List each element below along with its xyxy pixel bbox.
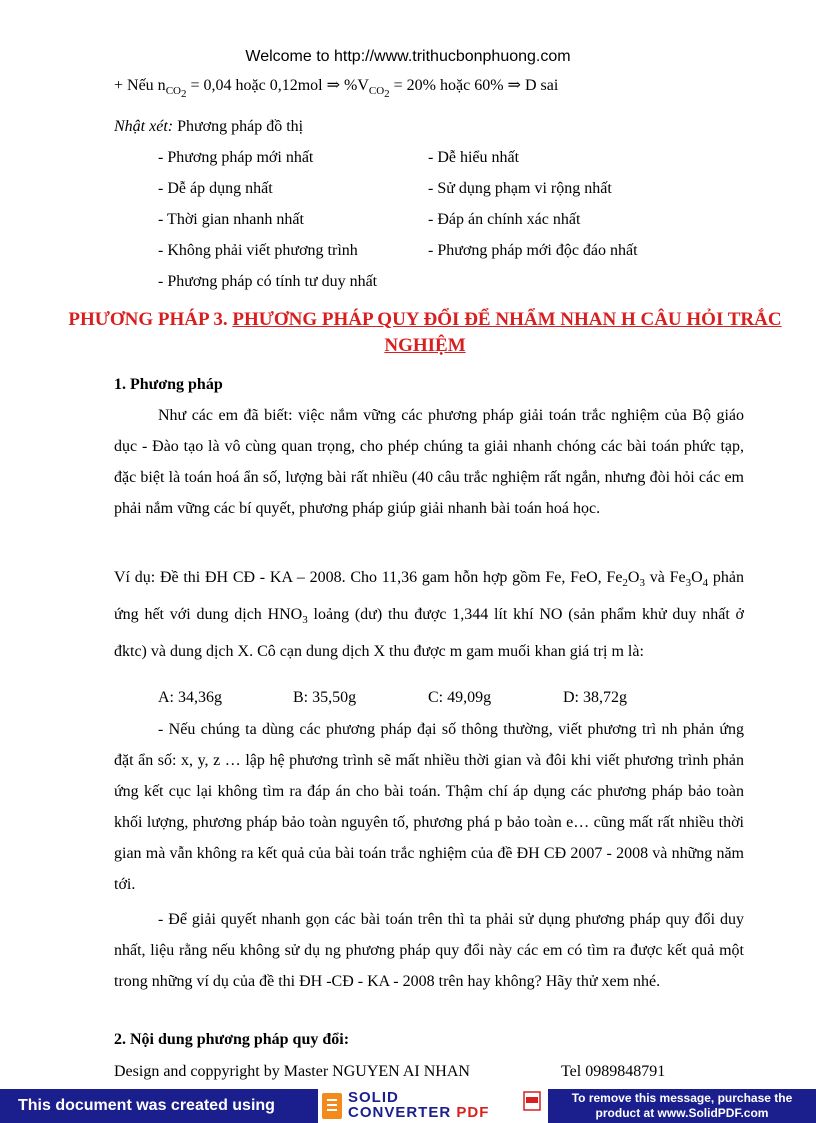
formula-mid: = 0,04 hoặc 0,12mol ⇒ %V (186, 77, 369, 94)
example-text: O (627, 569, 640, 586)
converter-banner (0, 1089, 816, 1123)
formula-sub: 2 (180, 88, 187, 101)
banner-right-text (548, 1089, 816, 1123)
title-underlined: PHƯƠNG PHÁP QUY ĐỔI ĐỂ NHẨM NHAN H CÂU HỎI TRẮC NGHIỆM (232, 309, 782, 356)
answer-b: B: 35,50g (293, 689, 357, 706)
logo-pdf: PDF (456, 1104, 490, 1121)
banner-right-prefix: product at (595, 1106, 658, 1120)
bullet-right-1: - Dễ hiểu nhất (428, 149, 520, 166)
answer-c: C: 49,09g (428, 689, 492, 706)
example-paragraph (114, 562, 744, 667)
logo-top: SOLID (348, 1089, 399, 1106)
answer-d: D: 38,72g (563, 689, 627, 706)
remark-line (114, 117, 303, 137)
solid-logo-icon (320, 1091, 346, 1121)
footer-tel: Tel 0989848791 (561, 1063, 666, 1080)
logo-bottom: CONVERTER (348, 1104, 452, 1121)
remark-text: Phương pháp đồ thị (173, 118, 304, 135)
example-text: O (691, 569, 703, 586)
formula-line (114, 76, 558, 104)
formula-prefix: + Nếu n (114, 77, 166, 94)
formula-sub: 2 (384, 88, 390, 101)
logo-wordmark (348, 1090, 489, 1120)
example-sub: 4 (702, 577, 709, 590)
bullet-right-2: - Sử dụng phạm vi rộng nhất (428, 180, 612, 197)
paragraph-algebra: - Nếu chúng ta dùng các phương pháp đại số thông thường, viết phương trì nh phản ứng đặt ẩn số: x, y, z … lập hệ phương trình sẽ mất nhiều thời gian và đôi khi viết phương trình phản ứng kết cục lại không tìm ra đáp án cho bài toán. Thậm chí áp dụng các phương pháp bảo toàn khối lượng, phương pháp bảo toàn nguyên tố, phương phá p bảo toàn e… cũng mất rất nhiều thời gian mà vẫn không ra kết quả của bài toán trắc nghiệm của đề ĐH CĐ 2007 - 2008 và những năm tới. (114, 721, 744, 893)
formula-sub: CO (368, 85, 385, 98)
bullet-left-3: - Thời gian nhanh nhất (158, 211, 304, 228)
section2-heading: 2. Nội dung phương pháp quy đổi: (114, 1031, 350, 1048)
page-header: Welcome to http://www.trithucbonphuong.com (245, 48, 571, 65)
example-text: và Fe (644, 569, 686, 586)
bullet-left-5: - Phương pháp có tính tư duy nhất (158, 273, 378, 290)
example-sub: 3 (685, 577, 692, 590)
example-sub: 2 (622, 577, 628, 590)
answer-a: A: 34,36g (158, 689, 222, 706)
title-prefix: PHƯƠNG PHÁP 3. (68, 309, 233, 330)
formula-suffix: = 20% hoặc 60% ⇒ D sai (389, 77, 559, 94)
section-title (60, 307, 790, 359)
example-sub: 3 (302, 614, 308, 627)
bullet-left-4: - Không phải viết phương trình (158, 242, 358, 259)
paragraph-solution: - Để giải quyết nhanh gọn các bài toán trên thì ta phải sử dụng phương pháp quy đổi duy nhất, liệu rằng nếu không sử dụ ng phương pháp quy đổi này các em có tìm ra được kết quả một trong những ví dụ của đề thi ĐH -CĐ - KA - 2008 trên hay không? Hãy thử xem nhé. (114, 911, 744, 990)
formula-sub: CO (165, 85, 181, 98)
bullet-left-2: - Dễ áp dụng nhất (158, 180, 273, 197)
remark-label: Nhật xét: (114, 118, 174, 135)
banner-left-text: This document was created using (0, 1089, 318, 1123)
banner-right-line1: To remove this message, purchase the (571, 1091, 793, 1105)
pdf-badge-icon (523, 1091, 541, 1111)
footer-design: Design and coppyright by Master NGUYEN AI NHAN (114, 1063, 470, 1080)
paragraph-intro: Như các em đã biết: việc nắm vững các phương pháp giải toán trắc nghiệm của Bộ giáo dục - Đào tạo là vô cùng quan trọng, cho phép chúng ta giải nhanh chóng các bài toán phức tạp, đặc biệt là toán hoá ẩn số, lượng bài rất nhiều (40 câu trắc nghiệm rất ngắn, nhưng đòi hỏi các em phải nắm vững các bí quyết, phương pháp giúp giải nhanh bài toán hoá học. (114, 407, 744, 517)
bullet-right-3: - Đáp án chính xác nhất (428, 211, 581, 228)
bullet-left-1: - Phương pháp mới nhất (158, 149, 314, 166)
solid-converter-logo (318, 1089, 548, 1123)
example-text: Ví dụ: Đề thi ĐH CĐ - KA – 2008. Cho 11,36 gam hỗn hợp gồm Fe, FeO, Fe (114, 569, 623, 586)
example-text: phản ứng hết với dung dịch HNO (114, 569, 745, 624)
example-sub: 3 (639, 577, 645, 590)
example-text: loảng (dư) thu được 1,344 lít khí NO (sản phẩm khử duy nhất ở đktc) và dung dịch X. Cô cạn dung dịch X thu được m gam muối khan giá trị m là: (114, 606, 745, 661)
section1-heading: 1. Phương pháp (114, 376, 223, 393)
bullet-right-4: - Phương pháp mới độc đáo nhất (428, 242, 638, 259)
solidpdf-link[interactable]: www.SolidPDF.com (657, 1106, 769, 1120)
